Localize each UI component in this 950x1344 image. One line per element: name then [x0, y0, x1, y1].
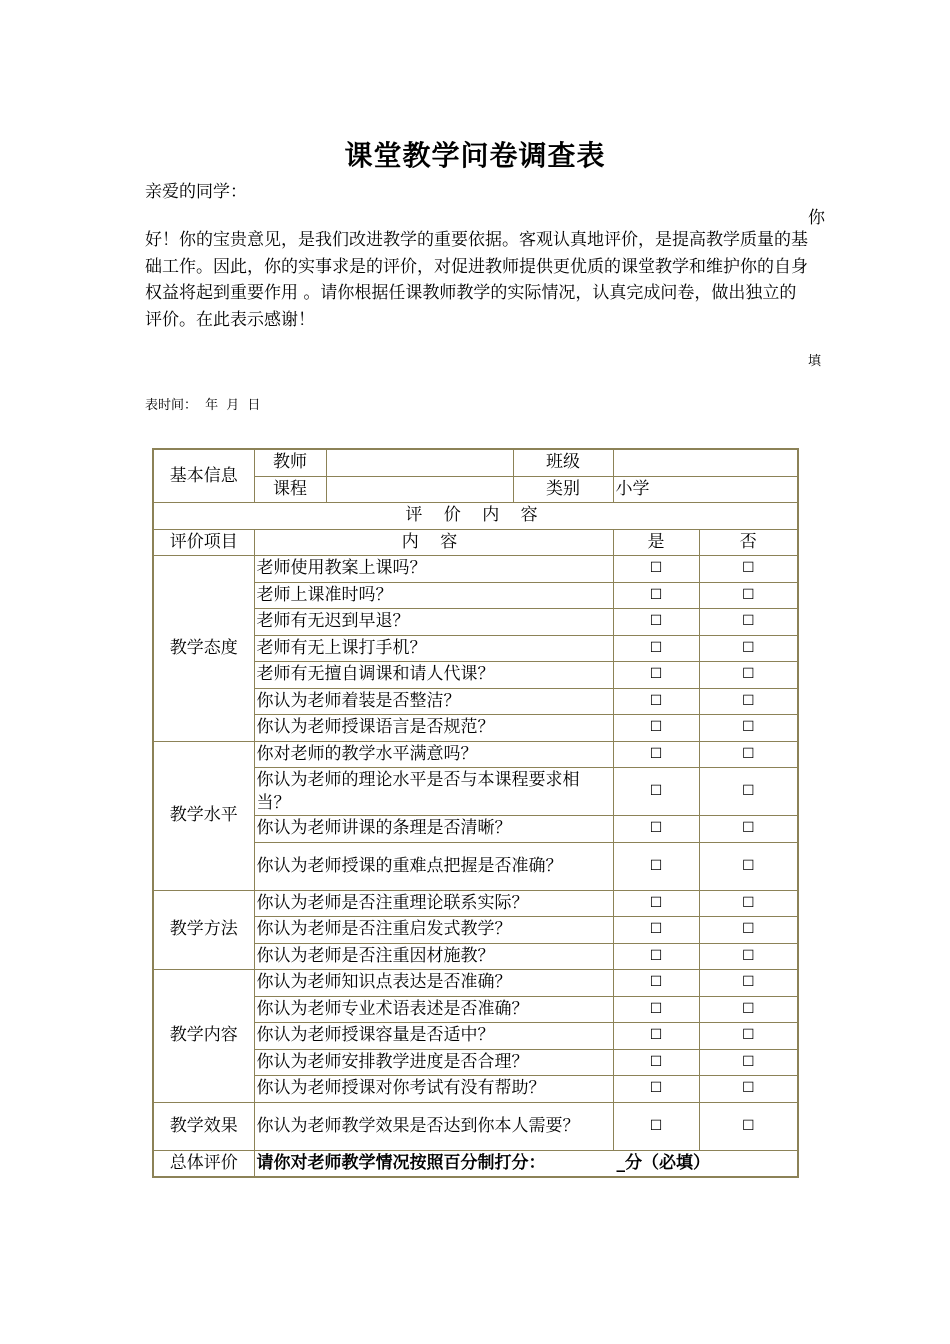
group-label: 教学方法	[153, 890, 254, 970]
checkbox-yes[interactable]: ☐	[613, 662, 699, 689]
question-text: 你认为老师的理论水平是否与本课程要求相当？	[254, 768, 613, 816]
greeting: 亲爱的同学：	[145, 182, 247, 202]
checkbox-yes[interactable]: ☐	[613, 917, 699, 944]
question-text: 你认为老师是否注重因材施教？	[254, 943, 613, 970]
section-title: 评 价 内 容	[153, 503, 798, 530]
checkbox-yes[interactable]: ☐	[613, 1023, 699, 1050]
checkbox-no[interactable]: ☐	[699, 816, 798, 843]
question-text: 你认为老师教学效果是否达到你本人需要？	[254, 1102, 613, 1150]
checkbox-no[interactable]: ☐	[699, 996, 798, 1023]
question-text: 你认为老师着装是否整洁？	[254, 688, 613, 715]
question-text: 你认为老师知识点表达是否准确？	[254, 970, 613, 997]
checkbox-no[interactable]: ☐	[699, 1023, 798, 1050]
checkbox-yes[interactable]: ☐	[613, 943, 699, 970]
checkbox-no[interactable]: ☐	[699, 556, 798, 583]
question-text: 你认为老师是否注重启发式教学？	[254, 917, 613, 944]
group-label: 教学水平	[153, 741, 254, 890]
checkbox-yes[interactable]: ☐	[613, 816, 699, 843]
checkbox-yes[interactable]: ☐	[613, 635, 699, 662]
checkbox-yes[interactable]: ☐	[613, 741, 699, 768]
checkbox-no[interactable]: ☐	[699, 890, 798, 917]
checkbox-no[interactable]: ☐	[699, 741, 798, 768]
question-text: 老师有无上课打手机？	[254, 635, 613, 662]
col-header-no: 否	[699, 529, 798, 556]
overall-label: 总体评价	[153, 1150, 254, 1177]
question-text: 你认为老师授课语言是否规范？	[254, 715, 613, 742]
question-text: 你认为老师专业术语表述是否准确？	[254, 996, 613, 1023]
checkbox-yes[interactable]: ☐	[613, 890, 699, 917]
teacher-label: 教师	[254, 449, 326, 476]
checkbox-no[interactable]: ☐	[699, 635, 798, 662]
question-text: 老师使用教案上课吗？	[254, 556, 613, 583]
type-field[interactable]: 小学	[613, 476, 798, 503]
checkbox-no[interactable]: ☐	[699, 917, 798, 944]
overall-row	[153, 1150, 798, 1177]
table-row	[153, 970, 798, 997]
table-row	[153, 1102, 798, 1150]
checkbox-no[interactable]: ☐	[699, 970, 798, 997]
fill-time: 表时间： 年 月 日	[145, 398, 261, 413]
question-text: 你认为老师授课容量是否适中？	[254, 1023, 613, 1050]
checkbox-no[interactable]: ☐	[699, 662, 798, 689]
checkbox-no[interactable]: ☐	[699, 842, 798, 890]
checkbox-yes[interactable]: ☐	[613, 1076, 699, 1103]
teacher-field[interactable]	[326, 449, 513, 476]
question-text: 你认为老师授课的重难点把握是否准确？	[254, 842, 613, 890]
overall-score-field[interactable]: 请你对老师教学情况按照百分制打分： _分（必填）	[254, 1150, 798, 1177]
checkbox-yes[interactable]: ☐	[613, 1102, 699, 1150]
course-label: 课程	[254, 476, 326, 503]
question-text: 老师上课准时吗？	[254, 582, 613, 609]
class-label: 班级	[513, 449, 613, 476]
class-field[interactable]	[613, 449, 798, 476]
group-label: 教学内容	[153, 970, 254, 1103]
checkbox-yes[interactable]: ☐	[613, 996, 699, 1023]
table-row	[153, 741, 798, 768]
checkbox-no[interactable]: ☐	[699, 582, 798, 609]
table-row	[153, 890, 798, 917]
checkbox-yes[interactable]: ☐	[613, 768, 699, 816]
question-text: 老师有无擅自调课和请人代课？	[254, 662, 613, 689]
checkbox-yes[interactable]: ☐	[613, 688, 699, 715]
question-text: 你认为老师讲课的条理是否清晰？	[254, 816, 613, 843]
checkbox-yes[interactable]: ☐	[613, 842, 699, 890]
checkbox-yes[interactable]: ☐	[613, 970, 699, 997]
question-text: 你认为老师是否注重理论联系实际？	[254, 890, 613, 917]
checkbox-no[interactable]: ☐	[699, 688, 798, 715]
checkbox-no[interactable]: ☐	[699, 715, 798, 742]
survey-table	[152, 448, 799, 1178]
checkbox-yes[interactable]: ☐	[613, 715, 699, 742]
table-row	[153, 556, 798, 583]
checkbox-yes[interactable]: ☐	[613, 582, 699, 609]
checkbox-no[interactable]: ☐	[699, 1102, 798, 1150]
checkbox-no[interactable]: ☐	[699, 1076, 798, 1103]
course-field[interactable]	[326, 476, 513, 503]
checkbox-no[interactable]: ☐	[699, 1049, 798, 1076]
checkbox-no[interactable]: ☐	[699, 768, 798, 816]
group-label: 教学效果	[153, 1102, 254, 1150]
basic-info-label: 基本信息	[153, 449, 254, 503]
checkbox-yes[interactable]: ☐	[613, 1049, 699, 1076]
checkbox-no[interactable]: ☐	[699, 943, 798, 970]
fill-label: 填	[808, 354, 822, 369]
question-text: 老师有无迟到早退？	[254, 609, 613, 636]
question-text: 你认为老师安排教学进度是否合理？	[254, 1049, 613, 1076]
col-header-content: 内 容	[254, 529, 613, 556]
checkbox-yes[interactable]: ☐	[613, 609, 699, 636]
greeting-you: 你	[808, 208, 825, 228]
intro-paragraph: 好！你的宝贵意见，是我们改进教学的重要依据。客观认真地评价，是提高教学质量的基础工作。因此，你的实事求是的评价，对促进教师提供更优质的课堂教学和维护你的自身权益将起到重要作用 。请你根据任课教师教学的实际情况，认真完成问卷，做出独立的评价。在此表示感谢！	[145, 230, 808, 330]
group-label: 教学态度	[153, 556, 254, 742]
checkbox-no[interactable]: ☐	[699, 609, 798, 636]
page-title: 课堂教学问卷调查表	[344, 139, 606, 172]
col-header-yes: 是	[613, 529, 699, 556]
type-label: 类别	[513, 476, 613, 503]
col-header-item: 评价项目	[153, 529, 254, 556]
question-text: 你对老师的教学水平满意吗？	[254, 741, 613, 768]
question-text: 你认为老师授课对你考试有没有帮助？	[254, 1076, 613, 1103]
checkbox-yes[interactable]: ☐	[613, 556, 699, 583]
